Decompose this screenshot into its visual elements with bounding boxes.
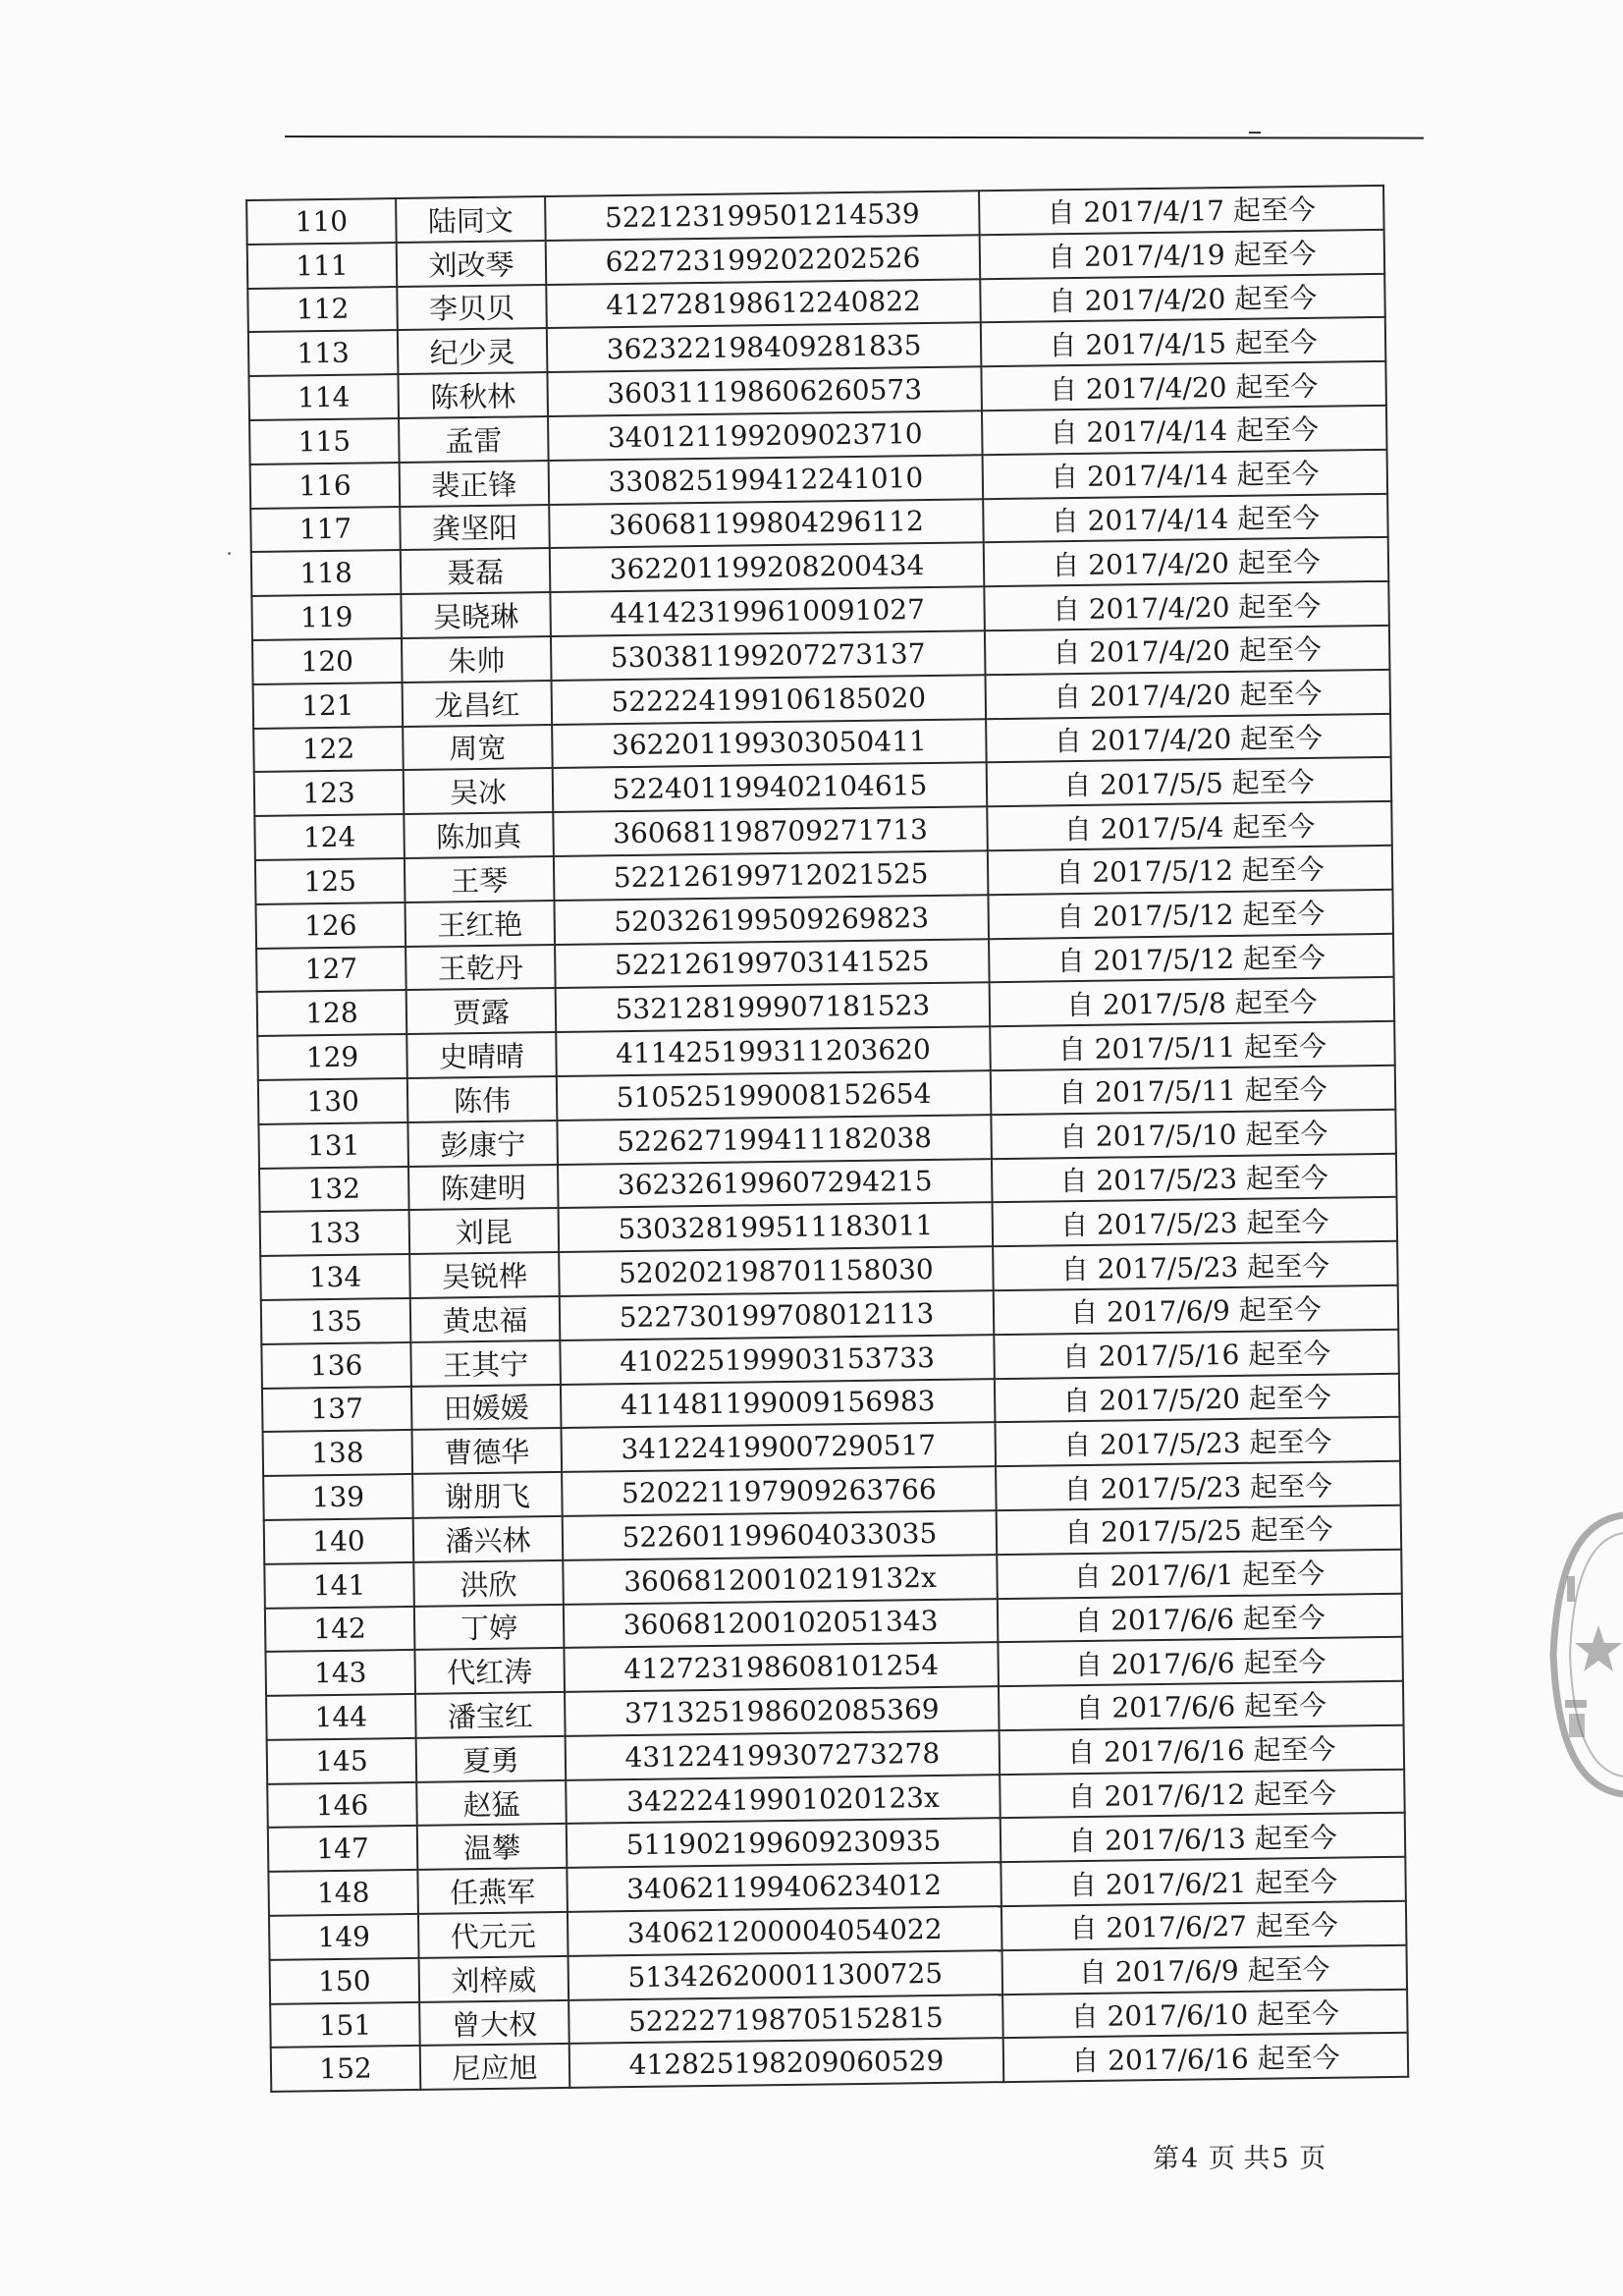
start-date-cell: 自 2017/5/10 起至今 (991, 1110, 1396, 1159)
employee-name-cell: 洪欣 (413, 1560, 564, 1607)
row-number-cell: 124 (254, 814, 405, 860)
scan-speck (228, 552, 231, 555)
id-number-cell: 330825199412241010 (549, 455, 984, 505)
employee-name-cell: 代元元 (418, 1912, 568, 1958)
employee-name-cell: 曾大权 (419, 2000, 569, 2047)
start-date-cell: 自 2017/4/20 起至今 (986, 713, 1391, 762)
id-number-cell: 510525199008152654 (557, 1070, 992, 1121)
row-number-cell: 142 (265, 1606, 415, 1652)
row-number-cell: 113 (248, 330, 399, 376)
partial-seal-stamp (1540, 1507, 1623, 1802)
start-date-cell: 自 2017/5/23 起至今 (993, 1197, 1398, 1246)
row-number-cell: 118 (251, 550, 402, 596)
row-number-cell: 119 (251, 594, 402, 640)
row-number-cell: 115 (249, 418, 400, 465)
id-number-cell: 532128199907181523 (556, 983, 991, 1033)
id-number-cell: 522627199411182038 (557, 1115, 992, 1165)
start-date-cell: 自 2017/6/27 起至今 (1001, 1901, 1407, 1950)
employee-name-cell: 吴晓琳 (401, 592, 551, 638)
page-total-number: 5 (1271, 2144, 1289, 2174)
start-date-cell: 自 2017/5/20 起至今 (995, 1373, 1400, 1422)
start-date-cell: 自 2017/5/4 起至今 (987, 801, 1392, 850)
row-number-cell: 152 (271, 2046, 421, 2092)
id-number-cell: 522730199708012113 (560, 1290, 995, 1340)
row-number-cell: 137 (262, 1386, 412, 1432)
employee-name-cell: 田媛媛 (411, 1384, 562, 1430)
row-number-cell: 121 (253, 683, 404, 729)
employee-name-cell: 潘宝红 (415, 1692, 566, 1738)
id-number-cell: 362326199607294215 (558, 1159, 993, 1209)
row-number-cell: 131 (258, 1122, 408, 1169)
start-date-cell: 自 2017/4/20 起至今 (985, 626, 1390, 675)
id-number-cell: 431224199307273278 (566, 1730, 1001, 1780)
id-number-cell: 411481199009156983 (561, 1379, 996, 1429)
employee-name-cell: 史晴晴 (406, 1032, 557, 1078)
id-number-cell: 340621200004054022 (568, 1906, 1002, 1956)
employee-name-cell: 彭康宁 (407, 1121, 558, 1167)
id-number-cell: 522227198705152815 (568, 1995, 1003, 2045)
start-date-cell: 自 2017/4/20 起至今 (984, 581, 1389, 630)
employee-name-cell: 陈建明 (408, 1165, 559, 1211)
start-date-cell: 自 2017/4/14 起至今 (983, 493, 1388, 542)
start-date-cell: 自 2017/5/12 起至今 (988, 890, 1393, 939)
id-number-cell: 360681200102051343 (564, 1599, 999, 1649)
id-number-cell: 341224199007290517 (562, 1422, 997, 1472)
start-date-cell: 自 2017/6/12 起至今 (1000, 1769, 1405, 1818)
employee-name-cell: 李贝贝 (397, 285, 547, 331)
start-date-cell: 自 2017/5/23 起至今 (996, 1461, 1401, 1510)
id-number-cell: 412723198608101254 (564, 1642, 999, 1692)
employee-name-cell: 裴正锋 (400, 461, 550, 507)
row-number-cell: 148 (268, 1870, 418, 1916)
start-date-cell: 自 2017/5/23 起至今 (992, 1153, 1397, 1202)
employee-name-cell: 夏勇 (416, 1736, 567, 1782)
start-date-cell: 自 2017/6/6 起至今 (998, 1593, 1403, 1642)
id-number-cell: 622723199202202526 (546, 235, 981, 285)
start-date-cell: 自 2017/4/15 起至今 (981, 317, 1386, 366)
row-number-cell: 149 (269, 1914, 419, 1960)
row-number-cell: 151 (270, 2002, 420, 2049)
id-number-cell: 522601199604033035 (563, 1510, 998, 1560)
row-number-cell: 135 (261, 1298, 411, 1344)
employee-name-cell: 刘改琴 (397, 241, 547, 287)
id-number-cell: 411425199311203620 (556, 1026, 991, 1076)
employee-name-cell: 龚坚阳 (400, 505, 550, 551)
employee-name-cell: 潘兴林 (413, 1516, 564, 1562)
id-number-cell: 513426200011300725 (568, 1950, 1003, 2000)
id-number-cell: 362201199208200434 (550, 543, 985, 593)
employee-name-cell: 刘梓威 (419, 1956, 569, 2002)
id-number-cell: 36068120010219132x (563, 1555, 998, 1605)
employee-name-cell: 王乾丹 (406, 945, 556, 991)
employee-name-cell: 纪少灵 (398, 328, 548, 374)
start-date-cell: 自 2017/5/23 起至今 (993, 1241, 1398, 1290)
id-number-cell: 522401199402104615 (553, 763, 988, 813)
employee-table-body (246, 186, 1408, 2092)
row-number-cell: 143 (265, 1650, 415, 1696)
id-number-cell: 520326199509269823 (554, 895, 989, 945)
start-date-cell: 自 2017/4/17 起至今 (979, 186, 1384, 235)
employee-name-cell: 贾露 (406, 988, 557, 1034)
employee-name-cell: 孟雷 (399, 416, 549, 463)
start-date-cell: 自 2017/4/14 起至今 (983, 450, 1388, 499)
row-number-cell: 117 (250, 507, 401, 553)
row-number-cell: 145 (267, 1738, 417, 1784)
start-date-cell: 自 2017/5/16 起至今 (994, 1330, 1399, 1379)
employee-name-cell: 尼应旭 (420, 2044, 570, 2090)
header-rule (285, 136, 1424, 139)
id-number-cell: 360681199804296112 (549, 499, 984, 549)
row-number-cell: 122 (253, 727, 404, 773)
id-number-cell: 340121199209023710 (548, 410, 983, 461)
start-date-cell: 自 2017/6/13 起至今 (1001, 1813, 1406, 1862)
row-number-cell: 127 (256, 947, 406, 993)
id-number-cell: 530328199511183011 (559, 1203, 994, 1253)
employee-name-cell: 陈加真 (404, 812, 554, 858)
start-date-cell: 自 2017/5/11 起至今 (990, 1021, 1395, 1070)
id-number-cell: 520202198701158030 (559, 1246, 994, 1296)
id-number-cell: 522126199712021525 (554, 850, 989, 901)
start-date-cell: 自 2017/6/6 起至今 (999, 1681, 1404, 1730)
id-number-cell: 522224199106185020 (552, 675, 987, 725)
id-number-cell: 34222419901020123x (566, 1775, 1001, 1825)
start-date-cell: 自 2017/4/20 起至今 (980, 273, 1385, 322)
start-date-cell: 自 2017/4/20 起至今 (985, 670, 1390, 719)
employee-name-cell: 王其宁 (410, 1340, 561, 1387)
employee-table-wrap (245, 185, 1399, 2093)
row-number-cell: 129 (257, 1034, 407, 1080)
employee-name-cell: 温攀 (417, 1824, 568, 1870)
row-number-cell: 110 (246, 198, 397, 245)
start-date-cell: 自 2017/4/14 起至今 (982, 406, 1387, 455)
start-date-cell: 自 2017/6/16 起至今 (1000, 1725, 1405, 1775)
row-number-cell: 125 (255, 858, 406, 904)
id-number-cell: 371325198602085369 (565, 1686, 1000, 1736)
row-number-cell: 126 (255, 902, 406, 949)
row-number-cell: 141 (264, 1562, 414, 1609)
row-number-cell: 133 (260, 1210, 410, 1256)
id-number-cell: 441423199610091027 (550, 586, 985, 636)
row-number-cell: 139 (263, 1474, 413, 1520)
row-number-cell: 123 (254, 770, 405, 816)
start-date-cell: 自 2017/4/20 起至今 (984, 537, 1389, 586)
id-number-cell: 362322198409281835 (547, 323, 982, 373)
id-number-cell: 522123199501214539 (545, 191, 980, 241)
id-number-cell: 412825198209060529 (569, 2039, 1004, 2089)
row-number-cell: 140 (264, 1518, 414, 1564)
id-number-cell: 530381199207273137 (551, 630, 986, 681)
row-number-cell: 120 (252, 638, 403, 684)
id-number-cell: 362201199303050411 (552, 719, 987, 769)
start-date-cell: 自 2017/5/25 起至今 (997, 1505, 1402, 1555)
row-number-cell: 138 (263, 1430, 413, 1476)
row-number-cell: 134 (260, 1254, 410, 1300)
id-number-cell: 360311198606260573 (547, 366, 982, 416)
id-number-cell: 522126199703141525 (555, 939, 990, 989)
start-date-cell: 自 2017/5/5 起至今 (987, 757, 1392, 806)
row-number-cell: 147 (268, 1826, 418, 1872)
page-footer (1153, 2137, 1327, 2175)
start-date-cell: 自 2017/5/8 起至今 (990, 977, 1395, 1026)
row-number-cell: 112 (247, 287, 398, 333)
employee-name-cell: 任燕军 (417, 1868, 568, 1914)
employee-name-cell: 陈伟 (407, 1076, 558, 1122)
start-date-cell: 自 2017/5/12 起至今 (989, 933, 1394, 982)
start-date-cell: 自 2017/6/6 起至今 (998, 1637, 1403, 1686)
employee-name-cell: 陆同文 (396, 196, 546, 243)
start-date-cell: 自 2017/5/23 起至今 (995, 1417, 1400, 1466)
employee-name-cell: 王红艳 (405, 901, 555, 947)
row-number-cell: 146 (267, 1782, 417, 1829)
start-date-cell: 自 2017/6/21 起至今 (1001, 1857, 1406, 1906)
employee-name-cell: 朱帅 (402, 636, 552, 683)
employee-name-cell: 陈秋林 (398, 372, 548, 418)
employee-name-cell: 赵猛 (416, 1780, 567, 1827)
employee-name-cell: 曹德华 (412, 1428, 563, 1474)
employee-name-cell: 聂磊 (401, 548, 551, 594)
row-number-cell: 111 (247, 243, 398, 289)
employee-name-cell: 黄忠福 (410, 1296, 561, 1342)
id-number-cell: 360681198709271713 (553, 806, 988, 856)
id-number-cell: 410225199903153733 (560, 1335, 995, 1385)
employee-name-cell: 丁婷 (414, 1604, 565, 1650)
page-label-suffix: 页 (1299, 2144, 1326, 2174)
start-date-cell: 自 2017/6/16 起至今 (1003, 2033, 1409, 2082)
row-number-cell: 130 (258, 1078, 408, 1124)
employee-name-cell: 刘昆 (409, 1208, 560, 1254)
start-date-cell: 自 2017/6/1 起至今 (997, 1549, 1402, 1598)
id-number-cell: 511902199609230935 (567, 1819, 1001, 1869)
row-number-cell: 114 (248, 374, 399, 420)
id-number-cell: 520221197909263766 (562, 1466, 997, 1516)
id-number-cell: 412728198612240822 (546, 279, 981, 329)
row-number-cell: 128 (257, 990, 407, 1036)
start-date-cell: 自 2017/6/9 起至今 (1002, 1945, 1408, 1995)
start-date-cell: 自 2017/6/9 起至今 (994, 1285, 1399, 1335)
employee-name-cell: 谢朋飞 (412, 1472, 563, 1518)
row-number-cell: 144 (266, 1694, 416, 1740)
start-date-cell: 自 2017/4/19 起至今 (980, 230, 1385, 279)
employee-name-cell: 龙昌红 (403, 681, 553, 727)
employee-name-cell: 吴冰 (404, 768, 554, 814)
row-number-cell: 132 (259, 1166, 409, 1212)
row-number-cell: 136 (261, 1342, 411, 1389)
employee-table (245, 185, 1409, 2093)
employee-name-cell: 代红涛 (414, 1648, 565, 1694)
start-date-cell: 自 2017/6/10 起至今 (1002, 1989, 1408, 2038)
page-current-number: 4 (1181, 2144, 1199, 2174)
page-label-prefix: 第 (1153, 2144, 1179, 2174)
employee-name-cell: 王琴 (405, 856, 555, 902)
header-dash-mark (1249, 132, 1261, 134)
start-date-cell: 自 2017/5/11 起至今 (991, 1066, 1396, 1115)
start-date-cell: 自 2017/4/20 起至今 (981, 361, 1386, 410)
id-number-cell: 340621199406234012 (567, 1862, 1001, 1912)
employee-name-cell: 周宽 (403, 725, 553, 771)
row-number-cell: 116 (250, 463, 401, 509)
employee-name-cell: 吴锐桦 (409, 1252, 560, 1298)
start-date-cell: 自 2017/5/12 起至今 (988, 846, 1393, 895)
page-label-mid: 页 共 (1208, 2144, 1271, 2174)
row-number-cell: 150 (270, 1958, 420, 2004)
